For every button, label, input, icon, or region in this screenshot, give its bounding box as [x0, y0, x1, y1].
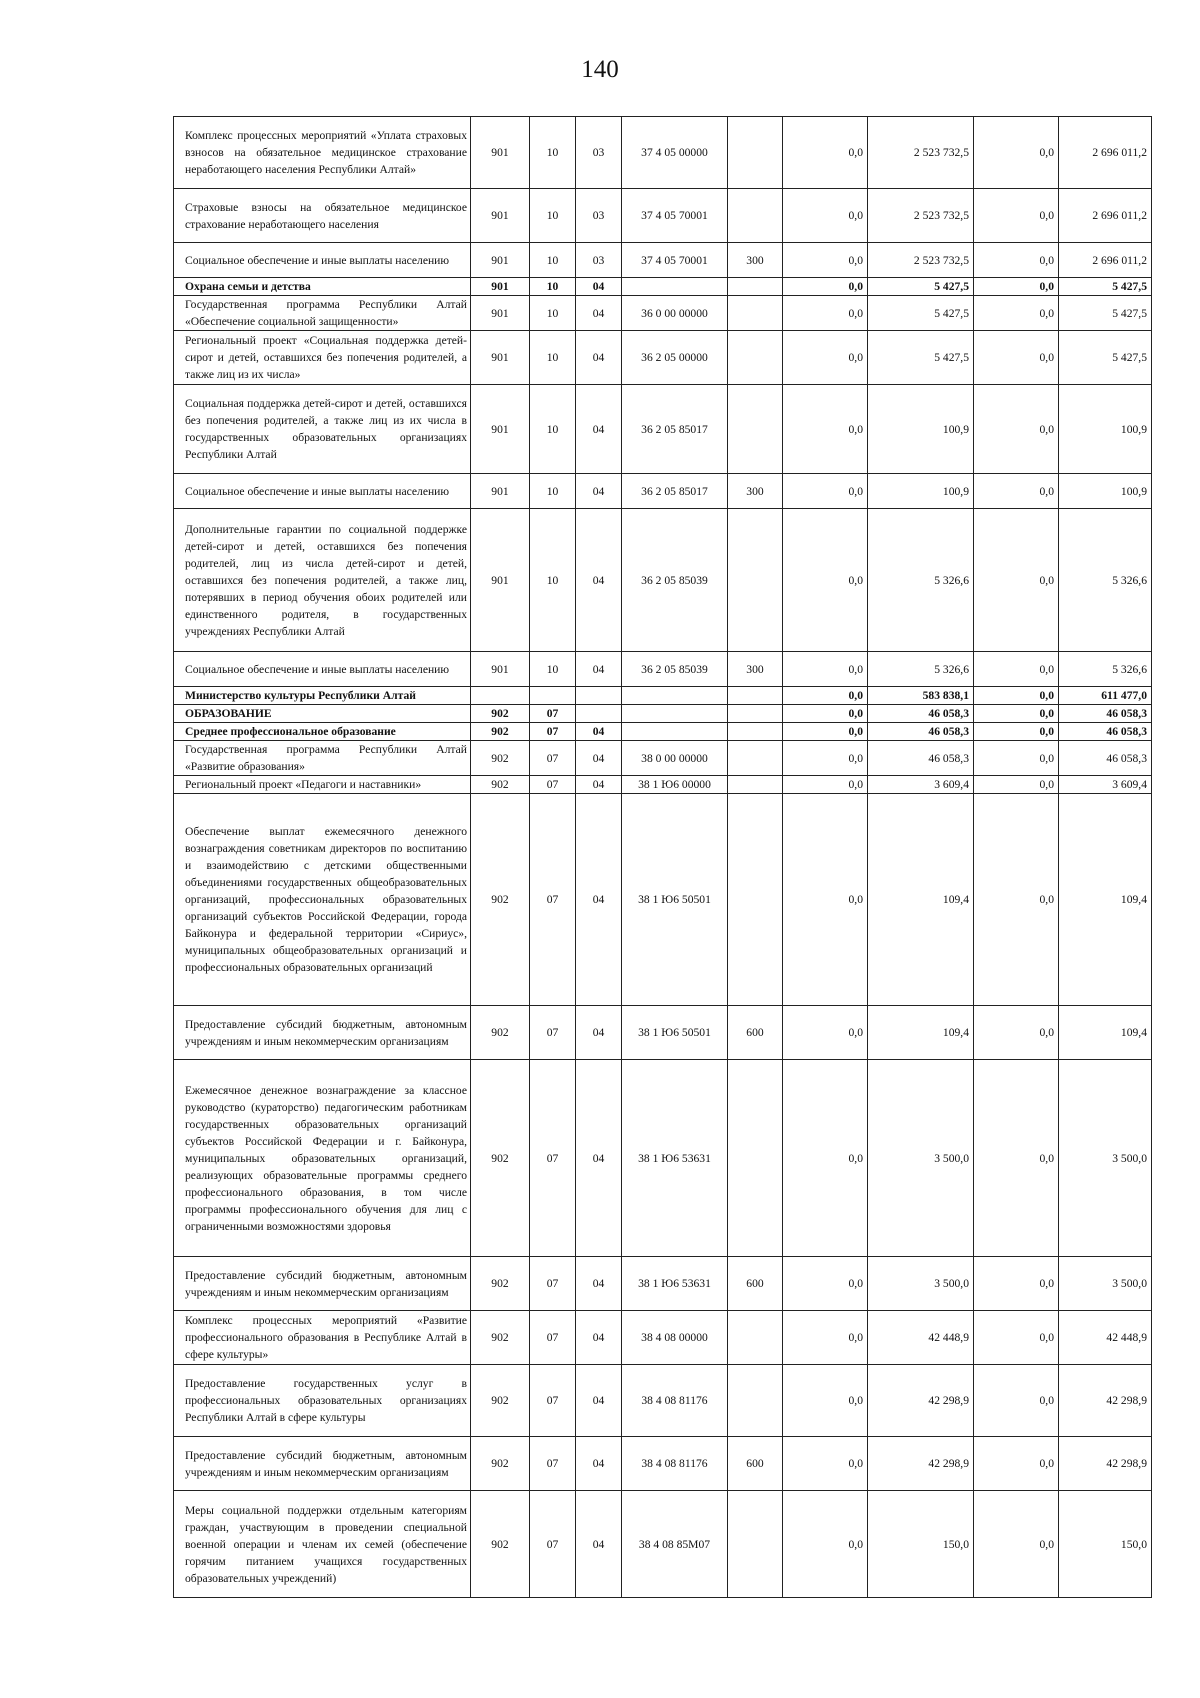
row-amount-2: 100,9 — [868, 474, 974, 509]
row-expense-type — [728, 705, 783, 723]
table-row — [174, 1257, 1152, 1311]
row-amount-4: 46 058,3 — [1059, 723, 1152, 741]
row-amount-2: 5 427,5 — [868, 278, 974, 296]
row-expense-type — [728, 509, 783, 652]
table-row — [174, 687, 1152, 705]
row-target-article: 38 1 Ю6 53631 — [622, 1257, 728, 1311]
row-amount-1: 0,0 — [783, 278, 868, 296]
row-target-article: 38 1 Ю6 53631 — [622, 1060, 728, 1257]
row-amount-1: 0,0 — [783, 705, 868, 723]
row-amount-3: 0,0 — [974, 1365, 1059, 1437]
row-expense-type — [728, 723, 783, 741]
row-ministry-code: 902 — [471, 1491, 530, 1598]
row-amount-1: 0,0 — [783, 509, 868, 652]
row-target-article: 36 2 05 85039 — [622, 652, 728, 687]
row-ministry-code: 901 — [471, 385, 530, 474]
row-expense-type — [728, 741, 783, 776]
row-subsection-code: 04 — [576, 1491, 622, 1598]
row-name: Предоставление субсидий бюджетным, автономным учреждениям и иным некоммерческим организациям — [174, 1257, 471, 1311]
row-amount-1: 0,0 — [783, 1365, 868, 1437]
row-amount-1: 0,0 — [783, 794, 868, 1006]
row-ministry-code: 901 — [471, 243, 530, 278]
table-row — [174, 1060, 1152, 1257]
row-expense-type — [728, 278, 783, 296]
row-amount-2: 46 058,3 — [868, 741, 974, 776]
row-subsection-code: 04 — [576, 652, 622, 687]
row-name: Охрана семьи и детства — [174, 278, 471, 296]
row-target-article: 36 2 05 00000 — [622, 331, 728, 385]
table-row — [174, 1006, 1152, 1060]
row-expense-type — [728, 385, 783, 474]
row-amount-3: 0,0 — [974, 1437, 1059, 1491]
row-section-code: 07 — [530, 1060, 576, 1257]
row-ministry-code: 901 — [471, 331, 530, 385]
row-amount-1: 0,0 — [783, 474, 868, 509]
row-amount-2: 100,9 — [868, 385, 974, 474]
row-amount-3: 0,0 — [974, 243, 1059, 278]
row-section-code: 10 — [530, 385, 576, 474]
row-target-article: 38 4 08 00000 — [622, 1311, 728, 1365]
row-amount-4: 46 058,3 — [1059, 741, 1152, 776]
row-amount-3: 0,0 — [974, 189, 1059, 243]
row-amount-2: 3 500,0 — [868, 1060, 974, 1257]
table-row — [174, 1491, 1152, 1598]
row-section-code: 10 — [530, 189, 576, 243]
row-amount-1: 0,0 — [783, 1006, 868, 1060]
row-section-code: 10 — [530, 296, 576, 331]
table-row — [174, 741, 1152, 776]
row-subsection-code: 04 — [576, 1437, 622, 1491]
row-amount-4: 46 058,3 — [1059, 705, 1152, 723]
row-ministry-code: 902 — [471, 705, 530, 723]
row-amount-1: 0,0 — [783, 385, 868, 474]
row-target-article: 37 4 05 70001 — [622, 189, 728, 243]
row-target-article — [622, 705, 728, 723]
row-amount-3: 0,0 — [974, 741, 1059, 776]
row-ministry-code: 901 — [471, 117, 530, 189]
row-amount-3: 0,0 — [974, 1060, 1059, 1257]
row-amount-4: 611 477,0 — [1059, 687, 1152, 705]
row-target-article — [622, 278, 728, 296]
row-amount-2: 2 523 732,5 — [868, 117, 974, 189]
row-expense-type — [728, 794, 783, 1006]
row-amount-2: 583 838,1 — [868, 687, 974, 705]
row-amount-4: 3 500,0 — [1059, 1257, 1152, 1311]
row-name: Среднее профессиональное образование — [174, 723, 471, 741]
row-subsection-code: 04 — [576, 1060, 622, 1257]
row-target-article: 36 2 05 85017 — [622, 474, 728, 509]
row-subsection-code: 04 — [576, 1311, 622, 1365]
row-subsection-code: 04 — [576, 296, 622, 331]
row-name: Меры социальной поддержки отдельным категориям граждан, участвующим в проведении специальной военной операции и членам их семей (обеспечение горячим питанием учащихся государственных образовательных учреждений) — [174, 1491, 471, 1598]
row-section-code: 07 — [530, 1006, 576, 1060]
row-name: Социальное обеспечение и иные выплаты населению — [174, 474, 471, 509]
row-name: Обеспечение выплат ежемесячного денежного вознаграждения советникам директоров по воспитанию и взаимодействию с детскими общественными объединениями государственных общеобразовательных организаций, профессиональных образовательных организаций субъектов Российской Федерации, города Байконура и федеральной территории «Сириус», муниципальных общеобразовательных организаций и профессиональных образовательных организаций — [174, 794, 471, 1006]
row-amount-1: 0,0 — [783, 687, 868, 705]
row-name: Ежемесячное денежное вознаграждение за классное руководство (кураторство) педагогическим работникам государственных образовательных организаций субъектов Российской Федерации и г. Байконура, муниципальных образовательных организаций, реализующих образовательные программы среднего профессионального образования, в том числе программы профессионального обучения для лиц с ограниченными возможностями здоровья — [174, 1060, 471, 1257]
row-section-code: 07 — [530, 776, 576, 794]
row-amount-2: 3 609,4 — [868, 776, 974, 794]
row-name: Государственная программа Республики Алтай «Обеспечение социальной защищенности» — [174, 296, 471, 331]
row-section-code: 07 — [530, 1365, 576, 1437]
row-ministry-code: 902 — [471, 1311, 530, 1365]
row-name: ОБРАЗОВАНИЕ — [174, 705, 471, 723]
row-subsection-code: 04 — [576, 385, 622, 474]
table-row — [174, 117, 1152, 189]
budget-table-body — [174, 117, 1152, 1598]
row-amount-3: 0,0 — [974, 794, 1059, 1006]
row-amount-1: 0,0 — [783, 1060, 868, 1257]
row-amount-1: 0,0 — [783, 296, 868, 331]
row-section-code: 07 — [530, 794, 576, 1006]
row-ministry-code: 902 — [471, 1365, 530, 1437]
row-expense-type — [728, 331, 783, 385]
row-name: Региональный проект «Социальная поддержка детей-сирот и детей, оставшихся без попечения родителей, а также лиц из их числа» — [174, 331, 471, 385]
row-amount-4: 5 427,5 — [1059, 278, 1152, 296]
row-amount-4: 42 298,9 — [1059, 1437, 1152, 1491]
row-subsection-code: 04 — [576, 741, 622, 776]
row-ministry-code: 902 — [471, 1006, 530, 1060]
row-expense-type — [728, 687, 783, 705]
row-target-article: 37 4 05 70001 — [622, 243, 728, 278]
row-name: Страховые взносы на обязательное медицинское страхование неработающего населения — [174, 189, 471, 243]
row-expense-type: 600 — [728, 1257, 783, 1311]
row-name: Социальное обеспечение и иные выплаты населению — [174, 243, 471, 278]
table-row — [174, 705, 1152, 723]
row-amount-4: 42 298,9 — [1059, 1365, 1152, 1437]
row-expense-type — [728, 1365, 783, 1437]
row-name: Государственная программа Республики Алтай «Развитие образования» — [174, 741, 471, 776]
row-amount-3: 0,0 — [974, 776, 1059, 794]
row-expense-type — [728, 296, 783, 331]
row-ministry-code: 901 — [471, 296, 530, 331]
row-amount-3: 0,0 — [974, 723, 1059, 741]
row-expense-type: 600 — [728, 1437, 783, 1491]
row-expense-type — [728, 1060, 783, 1257]
row-section-code: 07 — [530, 723, 576, 741]
row-section-code: 07 — [530, 705, 576, 723]
row-amount-3: 0,0 — [974, 1006, 1059, 1060]
row-target-article: 38 1 Ю6 50501 — [622, 1006, 728, 1060]
row-amount-4: 109,4 — [1059, 1006, 1152, 1060]
row-expense-type: 600 — [728, 1006, 783, 1060]
row-name: Региональный проект «Педагоги и наставники» — [174, 776, 471, 794]
row-ministry-code: 901 — [471, 278, 530, 296]
row-ministry-code: 902 — [471, 1437, 530, 1491]
row-name: Предоставление субсидий бюджетным, автономным учреждениям и иным некоммерческим организациям — [174, 1437, 471, 1491]
table-row — [174, 243, 1152, 278]
table-row — [174, 278, 1152, 296]
row-amount-4: 3 609,4 — [1059, 776, 1152, 794]
row-amount-1: 0,0 — [783, 741, 868, 776]
row-subsection-code: 03 — [576, 243, 622, 278]
row-expense-type: 300 — [728, 474, 783, 509]
row-amount-1: 0,0 — [783, 1437, 868, 1491]
row-amount-4: 100,9 — [1059, 385, 1152, 474]
row-subsection-code: 04 — [576, 1365, 622, 1437]
row-subsection-code: 04 — [576, 1006, 622, 1060]
row-ministry-code: 901 — [471, 509, 530, 652]
table-row — [174, 331, 1152, 385]
row-amount-4: 2 696 011,2 — [1059, 243, 1152, 278]
row-amount-4: 100,9 — [1059, 474, 1152, 509]
row-target-article: 38 4 08 81176 — [622, 1437, 728, 1491]
table-row — [174, 1437, 1152, 1491]
row-amount-3: 0,0 — [974, 1491, 1059, 1598]
row-section-code: 10 — [530, 331, 576, 385]
row-section-code: 10 — [530, 278, 576, 296]
row-amount-3: 0,0 — [974, 278, 1059, 296]
row-amount-4: 109,4 — [1059, 794, 1152, 1006]
row-target-article: 36 2 05 85017 — [622, 385, 728, 474]
row-amount-4: 5 427,5 — [1059, 296, 1152, 331]
row-subsection-code: 04 — [576, 278, 622, 296]
row-amount-2: 46 058,3 — [868, 723, 974, 741]
row-amount-2: 2 523 732,5 — [868, 189, 974, 243]
row-expense-type — [728, 776, 783, 794]
row-name: Комплекс процессных мероприятий «Развитие профессионального образования в Республике Алтай в сфере культуры» — [174, 1311, 471, 1365]
row-section-code: 07 — [530, 1437, 576, 1491]
row-amount-3: 0,0 — [974, 331, 1059, 385]
row-amount-2: 42 298,9 — [868, 1437, 974, 1491]
row-amount-2: 150,0 — [868, 1491, 974, 1598]
row-name: Министерство культуры Республики Алтай — [174, 687, 471, 705]
row-amount-2: 42 448,9 — [868, 1311, 974, 1365]
row-subsection-code: 04 — [576, 776, 622, 794]
row-amount-1: 0,0 — [783, 189, 868, 243]
row-target-article: 38 1 Ю6 50501 — [622, 794, 728, 1006]
row-section-code: 10 — [530, 117, 576, 189]
row-target-article: 36 2 05 85039 — [622, 509, 728, 652]
row-amount-1: 0,0 — [783, 331, 868, 385]
row-amount-2: 5 326,6 — [868, 509, 974, 652]
row-target-article: 38 1 Ю6 00000 — [622, 776, 728, 794]
row-ministry-code: 901 — [471, 474, 530, 509]
row-amount-3: 0,0 — [974, 385, 1059, 474]
row-amount-4: 2 696 011,2 — [1059, 189, 1152, 243]
row-target-article: 37 4 05 00000 — [622, 117, 728, 189]
row-amount-4: 3 500,0 — [1059, 1060, 1152, 1257]
table-row — [174, 776, 1152, 794]
row-name: Социальное обеспечение и иные выплаты населению — [174, 652, 471, 687]
row-expense-type — [728, 1311, 783, 1365]
row-name: Социальная поддержка детей-сирот и детей, оставшихся без попечения родителей, а также лиц из их числа в государственных образовательных организациях Республики Алтай — [174, 385, 471, 474]
row-target-article: 36 0 00 00000 — [622, 296, 728, 331]
row-amount-3: 0,0 — [974, 705, 1059, 723]
table-row — [174, 723, 1152, 741]
row-section-code: 07 — [530, 1491, 576, 1598]
row-ministry-code: 902 — [471, 1257, 530, 1311]
row-amount-4: 2 696 011,2 — [1059, 117, 1152, 189]
row-amount-4: 150,0 — [1059, 1491, 1152, 1598]
row-subsection-code: 03 — [576, 189, 622, 243]
row-section-code: 10 — [530, 652, 576, 687]
row-expense-type: 300 — [728, 652, 783, 687]
row-ministry-code — [471, 687, 530, 705]
row-amount-2: 5 326,6 — [868, 652, 974, 687]
row-amount-3: 0,0 — [974, 296, 1059, 331]
row-amount-2: 46 058,3 — [868, 705, 974, 723]
table-row — [174, 474, 1152, 509]
row-amount-1: 0,0 — [783, 776, 868, 794]
row-amount-3: 0,0 — [974, 117, 1059, 189]
row-target-article: 38 0 00 00000 — [622, 741, 728, 776]
row-subsection-code — [576, 705, 622, 723]
table-row — [174, 385, 1152, 474]
row-subsection-code: 03 — [576, 117, 622, 189]
row-amount-3: 0,0 — [974, 687, 1059, 705]
table-row — [174, 189, 1152, 243]
row-section-code: 07 — [530, 1311, 576, 1365]
row-expense-type — [728, 189, 783, 243]
row-amount-4: 5 326,6 — [1059, 509, 1152, 652]
row-ministry-code: 902 — [471, 723, 530, 741]
row-target-article — [622, 723, 728, 741]
row-name: Комплекс процессных мероприятий «Уплата страховых взносов на обязательное медицинское страхование неработающего населения Республики Алтай» — [174, 117, 471, 189]
row-section-code: 10 — [530, 474, 576, 509]
row-section-code: 07 — [530, 1257, 576, 1311]
row-amount-3: 0,0 — [974, 1257, 1059, 1311]
row-amount-1: 0,0 — [783, 723, 868, 741]
row-section-code — [530, 687, 576, 705]
row-ministry-code: 902 — [471, 794, 530, 1006]
row-subsection-code — [576, 687, 622, 705]
row-amount-2: 3 500,0 — [868, 1257, 974, 1311]
row-amount-1: 0,0 — [783, 1311, 868, 1365]
row-amount-1: 0,0 — [783, 652, 868, 687]
row-name: Дополнительные гарантии по социальной поддержке детей-сирот и детей, оставшихся без попечения родителей, лиц из числа детей-сирот и детей, оставшихся без попечения родителей, а также лиц, потерявших в период обучения обоих родителей или единственного родителя, в государственных учреждениях Республики Алтай — [174, 509, 471, 652]
row-amount-4: 5 427,5 — [1059, 331, 1152, 385]
row-amount-3: 0,0 — [974, 1311, 1059, 1365]
row-ministry-code: 901 — [471, 189, 530, 243]
row-subsection-code: 04 — [576, 723, 622, 741]
row-section-code: 10 — [530, 509, 576, 652]
table-row — [174, 652, 1152, 687]
row-target-article — [622, 687, 728, 705]
row-subsection-code: 04 — [576, 794, 622, 1006]
row-ministry-code: 902 — [471, 776, 530, 794]
row-expense-type: 300 — [728, 243, 783, 278]
row-amount-2: 42 298,9 — [868, 1365, 974, 1437]
row-section-code: 10 — [530, 243, 576, 278]
row-amount-1: 0,0 — [783, 117, 868, 189]
row-subsection-code: 04 — [576, 1257, 622, 1311]
row-section-code: 07 — [530, 741, 576, 776]
row-amount-3: 0,0 — [974, 509, 1059, 652]
row-amount-1: 0,0 — [783, 1257, 868, 1311]
row-ministry-code: 902 — [471, 741, 530, 776]
table-row — [174, 794, 1152, 1006]
row-amount-1: 0,0 — [783, 1491, 868, 1598]
table-row — [174, 1365, 1152, 1437]
row-subsection-code: 04 — [576, 474, 622, 509]
table-row — [174, 296, 1152, 331]
row-ministry-code: 901 — [471, 652, 530, 687]
page-number: 140 — [581, 56, 619, 83]
row-name: Предоставление субсидий бюджетным, автономным учреждениям и иным некоммерческим организациям — [174, 1006, 471, 1060]
table-row — [174, 509, 1152, 652]
row-amount-2: 5 427,5 — [868, 296, 974, 331]
row-amount-2: 5 427,5 — [868, 331, 974, 385]
row-amount-4: 42 448,9 — [1059, 1311, 1152, 1365]
row-amount-3: 0,0 — [974, 474, 1059, 509]
row-amount-3: 0,0 — [974, 652, 1059, 687]
row-amount-2: 109,4 — [868, 794, 974, 1006]
row-amount-4: 5 326,6 — [1059, 652, 1152, 687]
table-row — [174, 1311, 1152, 1365]
row-subsection-code: 04 — [576, 331, 622, 385]
row-target-article: 38 4 08 85М07 — [622, 1491, 728, 1598]
row-subsection-code: 04 — [576, 509, 622, 652]
row-expense-type — [728, 1491, 783, 1598]
row-amount-2: 2 523 732,5 — [868, 243, 974, 278]
budget-table — [173, 116, 1152, 1598]
row-name: Предоставление государственных услуг в профессиональных образовательных организациях Республики Алтай в сфере культуры — [174, 1365, 471, 1437]
row-amount-1: 0,0 — [783, 243, 868, 278]
row-target-article: 38 4 08 81176 — [622, 1365, 728, 1437]
row-ministry-code: 902 — [471, 1060, 530, 1257]
row-amount-2: 109,4 — [868, 1006, 974, 1060]
row-expense-type — [728, 117, 783, 189]
